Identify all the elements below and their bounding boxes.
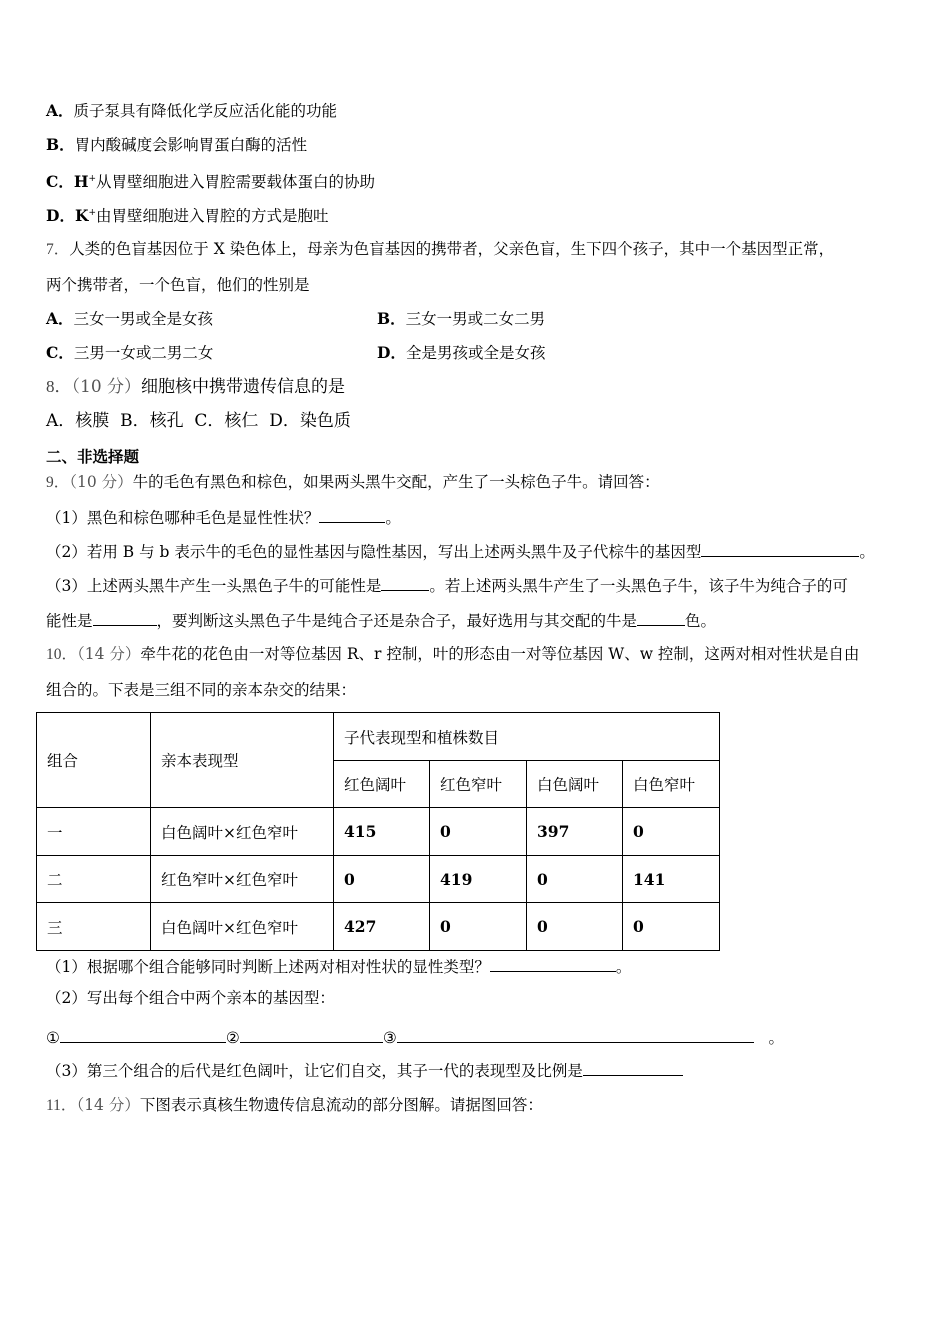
question-number: 10．: [46, 646, 78, 663]
table-cell-value: 427: [334, 903, 430, 951]
q8-options: [46, 411, 351, 431]
q10-part2-blanks: [46, 1026, 784, 1048]
q10-part1: [46, 955, 631, 977]
table-header-group: 组合: [37, 713, 151, 808]
option-letter: B．: [46, 135, 75, 154]
q10-results-table: [36, 712, 720, 951]
q9-part3-text: 。若上述两头黑牛产生了一头黑色子牛，该子牛为纯合子的可: [429, 577, 848, 595]
punct: 。: [859, 543, 875, 561]
q7-stem-line2: 两个携带者，一个色盲，他们的性别是: [46, 276, 310, 294]
q8-option-b: B．核孔: [120, 411, 184, 431]
table-row: [37, 856, 720, 903]
question-score: （14 分）: [76, 1096, 140, 1114]
section-heading: 二、非选择题: [46, 447, 140, 466]
q10-stem-line2: 组合的。下表是三组不同的亲本杂交的结果：: [46, 681, 357, 699]
table-subheader: 红色阔叶: [334, 761, 430, 808]
ion-charge: +: [88, 208, 96, 218]
q10-text: 牵牛花的花色由一对等位基因 R、r 控制，叶的形态由一对等位基因 W、w 控制，这两对相对性状是自由: [140, 645, 860, 663]
q10-part2: （2）写出每个组合中两个亲本的基因型：: [46, 989, 335, 1007]
q7-option-d: [377, 343, 545, 363]
q7-option-a: [46, 309, 213, 329]
option-letter: A．: [46, 309, 74, 328]
q9-part2: [46, 540, 875, 562]
q10-stem-line1: [46, 644, 859, 665]
q9-part2-text: （2）若用 B 与 b 表示牛的毛色的显性基因与隐性基因，写出上述两头黑牛及子代棕牛的基因型: [46, 543, 702, 561]
table-cell-group: 二: [37, 856, 151, 903]
table-cell-value: 415: [334, 808, 430, 856]
q7-stem-line1: [46, 239, 834, 260]
table-cell-value: 0: [430, 903, 527, 951]
option-letter: D．: [46, 206, 75, 226]
circled-one: ①: [46, 1029, 60, 1047]
answer-blank[interactable]: [381, 574, 429, 591]
table-cell-value: 0: [623, 903, 720, 951]
option-text: 三男一女或二男二女: [73, 344, 214, 362]
question-number: 8．: [46, 377, 72, 396]
option-letter: C．: [46, 343, 74, 362]
answer-blank[interactable]: [583, 1059, 683, 1076]
table-cell-value: 0: [623, 808, 720, 856]
q9-part3-text: ，要判断这头黑色子牛是纯合子还是杂合子，最好选用与其交配的牛是: [156, 612, 638, 630]
table-header-offspring: 子代表现型和植株数目: [334, 713, 720, 761]
table-cell-parent: 红色窄叶×红色窄叶: [151, 856, 334, 903]
q8-option-a: A．核膜: [46, 411, 110, 431]
table-cell-parent: 白色阔叶×红色窄叶: [151, 808, 334, 856]
punct: 。: [615, 958, 632, 976]
q9-part3-text: 色。: [685, 612, 717, 630]
question-number: 7．: [46, 241, 70, 258]
answer-blank[interactable]: [637, 609, 685, 626]
q7-text: 人类的色盲基因位于 X 染色体上，母亲为色盲基因的携带者，父亲色盲，生下四个孩子，其中一个基因型正常，: [69, 240, 835, 258]
q8-text: 细胞核中携带遗传信息的是: [141, 377, 346, 397]
table-subheader: 白色阔叶: [527, 761, 623, 808]
q10-part3-text: （3）第三个组合的后代是红色阔叶，让它们自交，其子一代的表现型及比例是: [46, 1062, 583, 1080]
table-cell-value: 419: [430, 856, 527, 903]
table-cell-value: 0: [527, 903, 623, 951]
option-text: 由胃壁细胞进入胃腔的方式是胞吐: [95, 207, 329, 226]
q10-part1-text: （1）根据哪个组合能够同时判断上述两对相对性状的显性类型？: [46, 958, 490, 976]
q6-option-d: [46, 203, 329, 226]
q9-part3-text: （3）上述两头黑牛产生一头黑色子牛的可能性是: [46, 577, 382, 595]
table-cell-value: 0: [334, 856, 430, 903]
circled-three: ③: [382, 1029, 397, 1047]
question-number: 11．: [46, 1097, 77, 1114]
answer-blank[interactable]: [93, 609, 157, 626]
punct: 。: [768, 1029, 785, 1047]
ion-charge: +: [88, 174, 97, 184]
q9-part3-line2: [46, 609, 716, 631]
q7-option-b: [377, 309, 545, 329]
answer-blank[interactable]: [490, 955, 616, 972]
option-letter: C．: [46, 172, 74, 192]
table-cell-value: 0: [430, 808, 527, 856]
ion-symbol: K: [74, 206, 89, 226]
table-header-parent: 亲本表现型: [151, 713, 334, 808]
option-text: 胃内酸碱度会影响胃蛋白酶的活性: [74, 136, 308, 154]
q9-text: 牛的毛色有黑色和棕色，如果两头黑牛交配，产生了一头棕色子牛。请回答：: [132, 473, 660, 491]
question-score: （10 分）: [71, 377, 142, 397]
q7-option-c: [46, 343, 213, 363]
answer-blank[interactable]: [60, 1026, 226, 1043]
table-subheader: 红色窄叶: [430, 761, 527, 808]
option-letter: D．: [377, 343, 406, 362]
option-text: 三女一男或全是女孩: [73, 310, 214, 328]
q6-option-c: [46, 169, 375, 192]
answer-blank[interactable]: [701, 540, 859, 557]
q9-part3-text: 能性是: [46, 612, 93, 630]
answer-blank[interactable]: [240, 1026, 383, 1043]
q6-option-a: [46, 101, 337, 121]
option-letter: A．: [46, 101, 74, 120]
answer-blank[interactable]: [319, 506, 385, 523]
q8-option-d: D．染色质: [269, 411, 351, 431]
table-cell-value: 397: [527, 808, 623, 856]
table-cell-group: 一: [37, 808, 151, 856]
q9-part3-line1: [46, 574, 848, 596]
q11-text: 下图表示真核生物遗传信息流动的部分图解。请据图回答：: [139, 1096, 543, 1114]
q9-part1: [46, 506, 401, 528]
option-text: 从胃壁细胞进入胃腔需要载体蛋白的协助: [96, 173, 376, 192]
table-row: [37, 903, 720, 951]
q6-option-b: [46, 135, 307, 155]
q8-option-c: C．核仁: [194, 411, 259, 431]
q11-stem: [46, 1095, 543, 1116]
ion-symbol: H: [73, 172, 89, 192]
circled-two: ②: [225, 1029, 240, 1047]
q8-stem: [46, 377, 345, 397]
option-letter: B．: [377, 309, 406, 328]
question-score: （10 分）: [69, 473, 133, 491]
question-score: （14 分）: [77, 645, 141, 663]
q10-part3: [46, 1059, 683, 1081]
option-text: 全是男孩或全是女孩: [405, 344, 546, 362]
option-text: 三女一男或二女二男: [405, 310, 546, 328]
table-cell-value: 141: [623, 856, 720, 903]
table-cell-group: 三: [37, 903, 151, 951]
question-number: 9．: [46, 474, 70, 491]
punct: 。: [385, 509, 401, 527]
answer-blank[interactable]: [397, 1026, 754, 1043]
table-cell-parent: 白色阔叶×红色窄叶: [151, 903, 334, 951]
table-row: [37, 808, 720, 856]
table-cell-value: 0: [527, 856, 623, 903]
q9-part1-text: （1）黑色和棕色哪种毛色是显性性状？: [46, 509, 320, 527]
table-subheader: 白色窄叶: [623, 761, 720, 808]
option-text: 质子泵具有降低化学反应活化能的功能: [73, 102, 338, 120]
q9-stem: [46, 472, 660, 493]
